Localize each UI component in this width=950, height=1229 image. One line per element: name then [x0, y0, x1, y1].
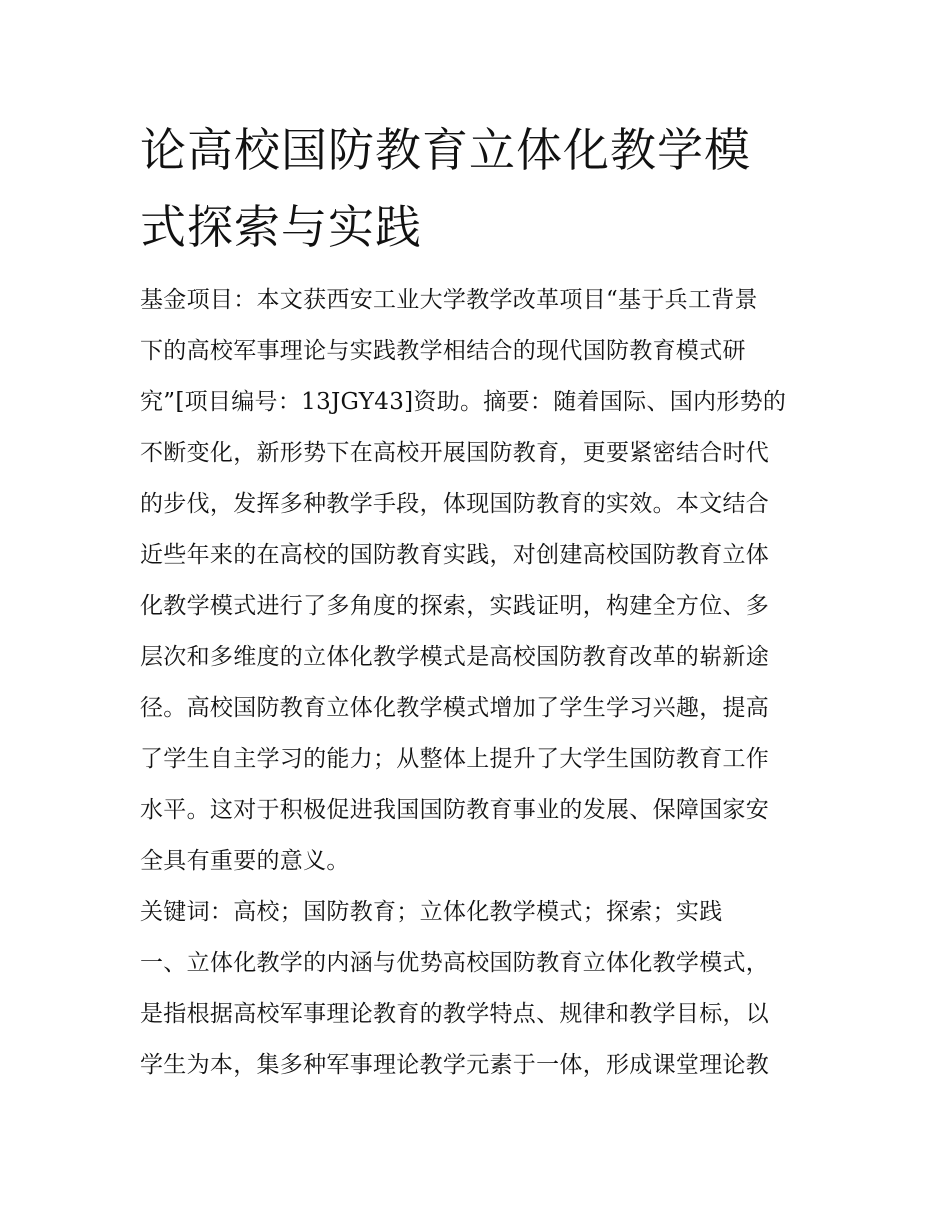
title-line: 论高校国防教育立体化教学模: [140, 123, 751, 177]
body-line: 的步伐，发挥多种教学手段，体现国防教育的实效。本文结合: [140, 491, 770, 517]
document-title: [140, 112, 820, 266]
document-page: [140, 112, 820, 1091]
body-line: 全具有重要的意义。: [140, 848, 350, 874]
body-line: 下的高校军事理论与实践教学相结合的现代国防教育模式研: [140, 338, 746, 364]
body-line: 不断变化，新形势下在高校开展国防教育，更要紧密结合时代: [140, 440, 770, 466]
document-body: [140, 275, 820, 1091]
body-line: 水平。这对于积极促进我国国防教育事业的发展、保障国家安: [140, 797, 770, 823]
body-line: 了学生自主学习的能力；从整体上提升了大学生国防教育工作: [140, 746, 770, 772]
body-line: 学生为本，集多种军事理论教学元素于一体，形成课堂理论教: [140, 1052, 770, 1078]
section-heading-line: 一、立体化教学的内涵与优势高校国防教育立体化教学模式，: [140, 950, 770, 976]
body-line: 基金项目：本文获西安工业大学教学改革项目“基于兵工背景: [140, 287, 758, 313]
body-line: 究”[项目编号：13JGY43]资助。摘要：随着国际、国内形势的: [140, 389, 787, 415]
body-line: 径。高校国防教育立体化教学模式增加了学生学习兴趣，提高: [140, 695, 770, 721]
title-line: 式探索与实践: [140, 200, 422, 254]
body-line: 化教学模式进行了多角度的探索，实践证明，构建全方位、多: [140, 593, 770, 619]
body-line: 是指根据高校军事理论教育的教学特点、规律和教学目标，以: [140, 1001, 770, 1027]
body-line: 近些年来的在高校的国防教育实践，对创建高校国防教育立体: [140, 542, 770, 568]
body-line: 层次和多维度的立体化教学模式是高校国防教育改革的崭新途: [140, 644, 770, 670]
keywords-line: 关键词：高校；国防教育；立体化教学模式；探索；实践: [140, 899, 723, 925]
